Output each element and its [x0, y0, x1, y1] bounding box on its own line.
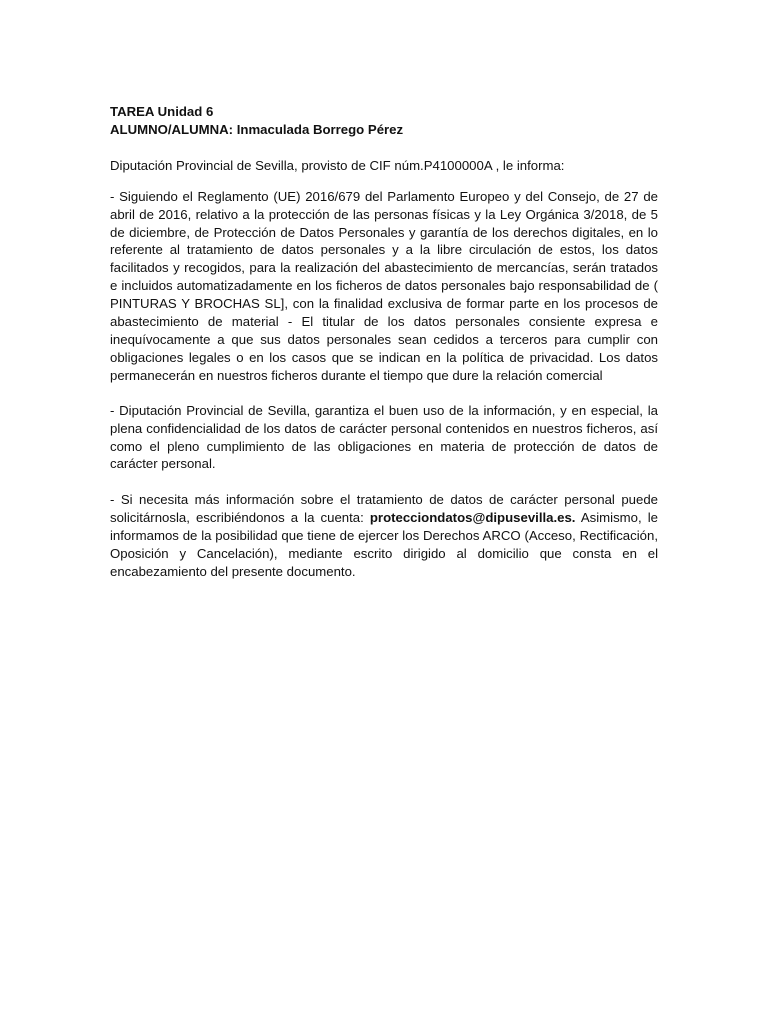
task-title: TAREA Unidad 6	[110, 104, 214, 119]
contact-text-before: - Si necesita más información sobre el tratamiento de datos de carácter personal puede solicitárnosla, escribiéndonos a la cuenta:	[110, 492, 658, 526]
document-page	[110, 103, 658, 594]
paragraph-contact	[110, 491, 658, 581]
student-name: ALUMNO/ALUMNA: Inmaculada Borrego Pérez	[110, 121, 404, 137]
contact-email: protecciondatos@dipusevilla.es.	[369, 510, 576, 526]
paragraph-regulation: - Siguiendo el Reglamento (UE) 2016/679 del Parlamento Europeo y del Consejo, de 27 de abril de 2016, relativo a la protección de las personas físicas y la Ley Orgánica 3/2018, de 5 de diciembre, de Protección de Datos Personales y garantía de los derechos digitales, en lo referente al tratamiento de datos personales y a la libre circulación de estos, los datos facilitados y recogidos, para la realización del abastecimiento de mercancías, serán tratados e incluidos automatizadamente en los ficheros de datos personales bajo responsabilidad de ( PINTURAS Y BROCHAS SL], con la finalidad exclusiva de formar parte en los procesos de abastecimiento de material - El titular de los datos personales consiente expresa e inequívocamente a que sus datos personales sean cedidos a terceros para cumplir con obligaciones legales o en los casos que se indican en la política de privacidad. Los datos permanecerán en nuestros ficheros durante el tiempo que dure la relación comercial	[110, 188, 658, 383]
paragraph-guarantee: - Diputación Provincial de Sevilla, garantiza el buen uso de la información, y en especial, la plena confidencialidad de los datos de carácter personal contenidos en nuestros ficheros, así como el pleno cumplimiento de las obligaciones en materia de protección de datos de carácter personal.	[110, 402, 658, 472]
contact-text-after: Asimismo, le informamos de la posibilidad que tiene de ejercer los Derechos ARCO (Acceso, Rectificación, Oposición y Cancelación), mediante escrito dirigido al domicilio que consta en el encabezamiento del presente documento.	[110, 510, 658, 579]
intro-line: Diputación Provincial de Sevilla, provisto de CIF núm.P4100000A , le informa:	[110, 157, 565, 173]
